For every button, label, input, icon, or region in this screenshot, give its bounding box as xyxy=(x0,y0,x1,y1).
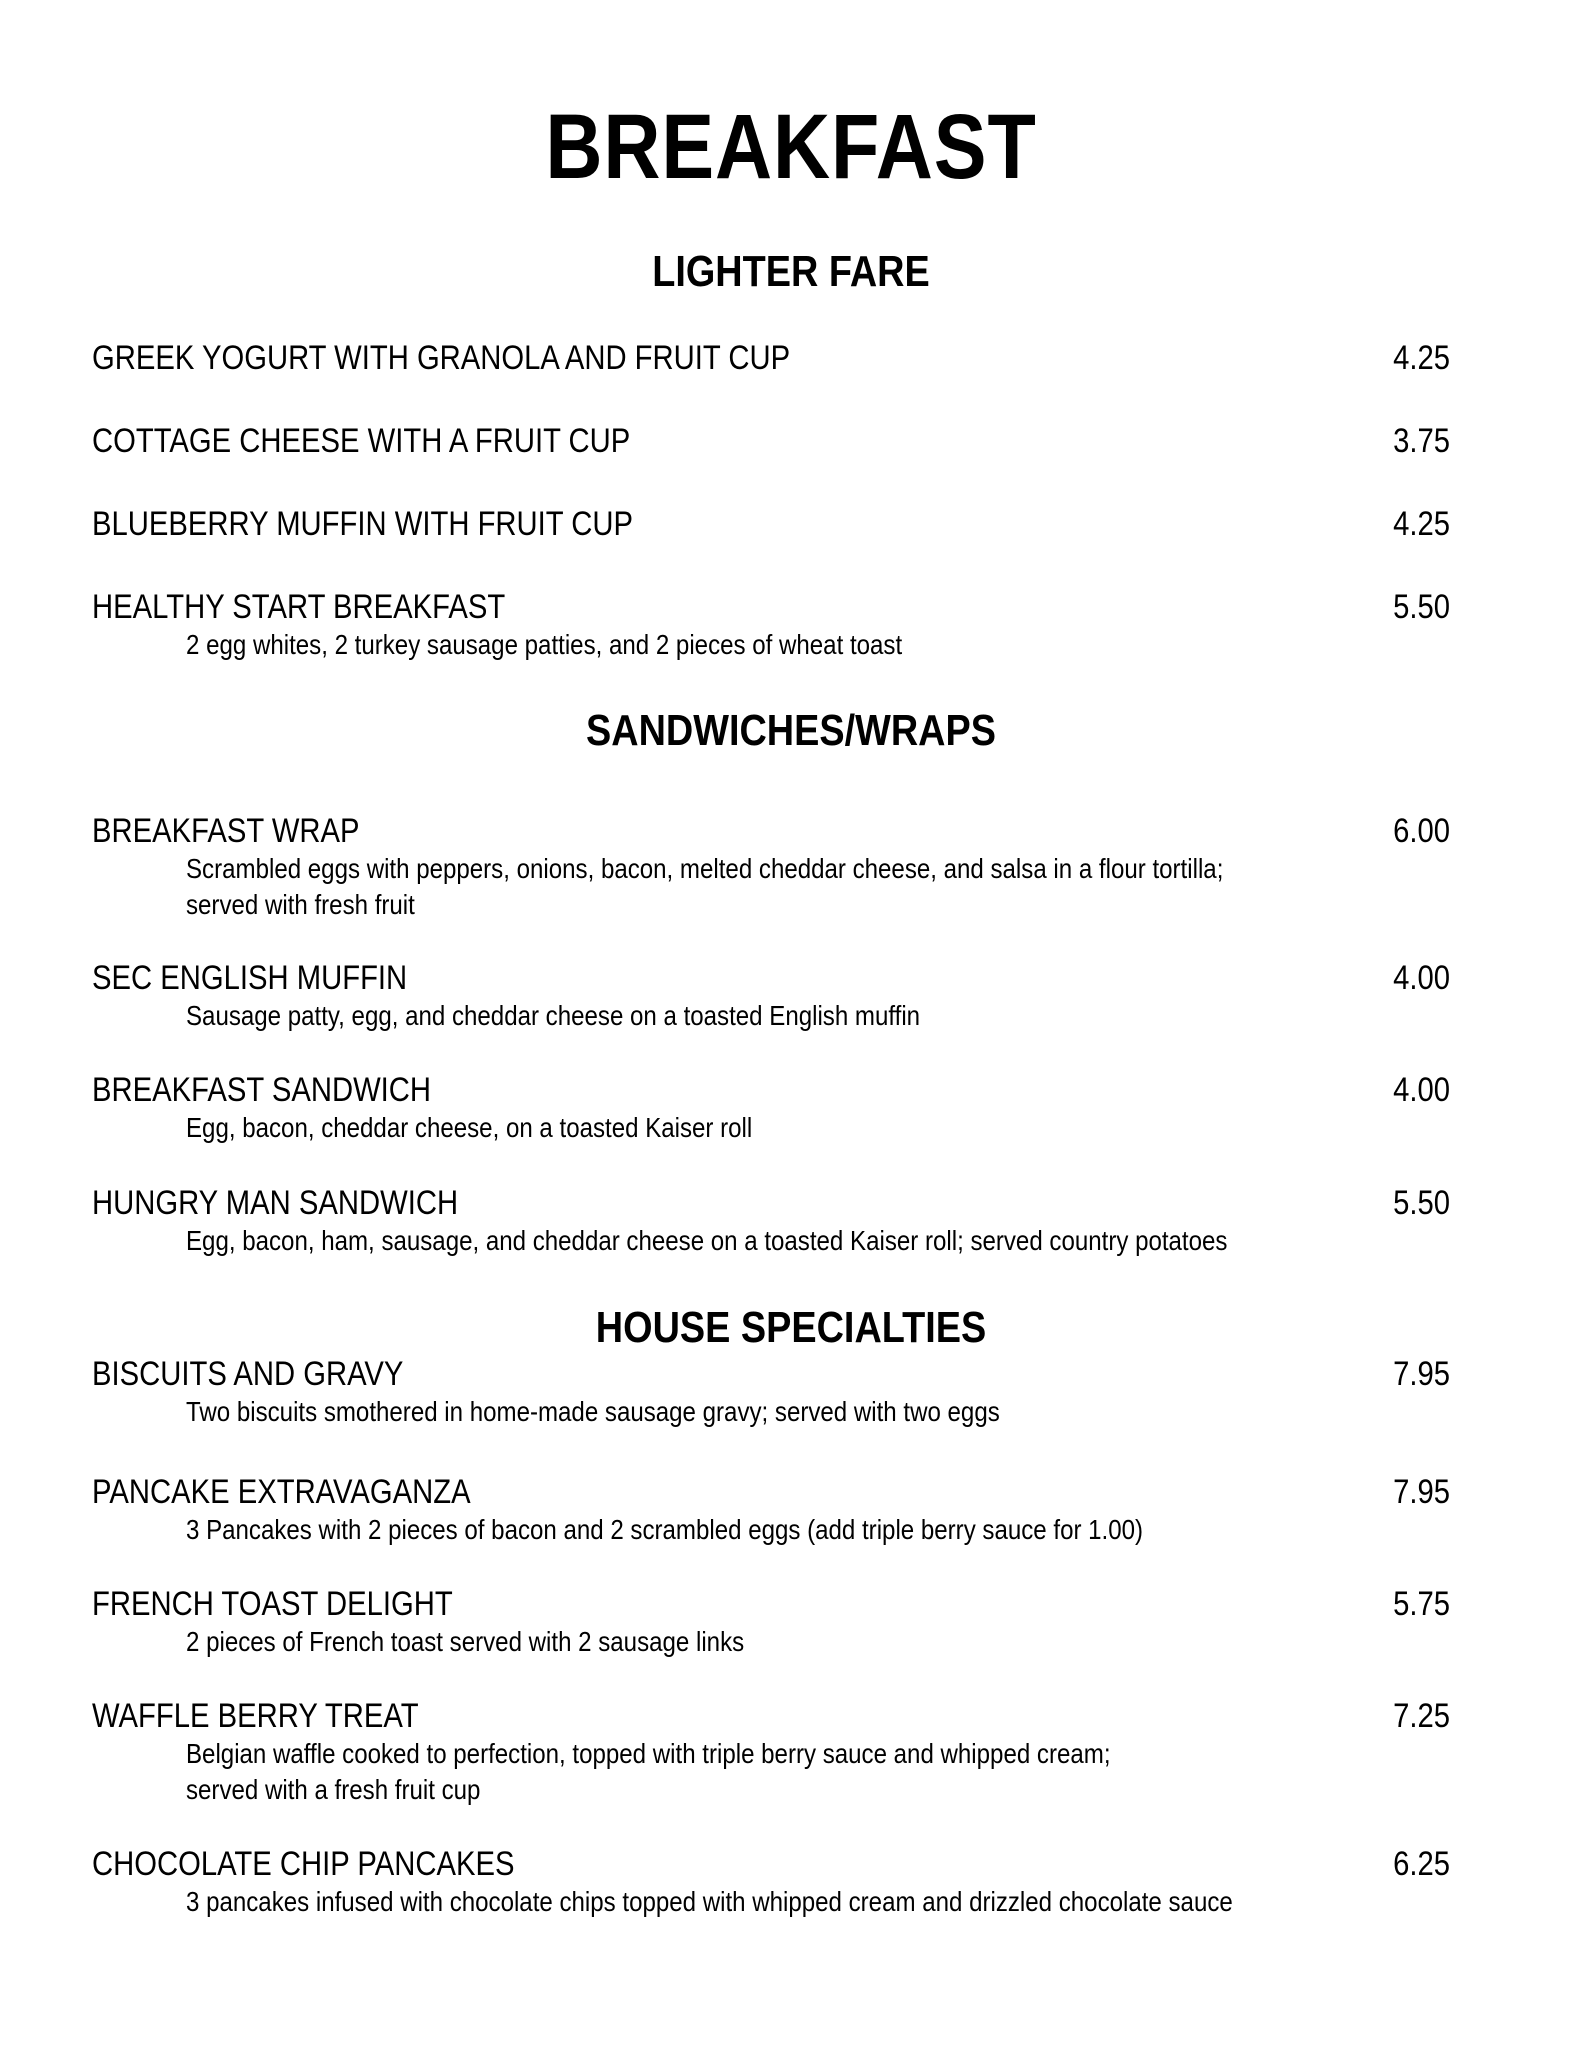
item-description: served with a fresh fruit cup xyxy=(186,1774,481,1805)
item-price: 7.25 xyxy=(1393,1697,1450,1735)
menu-title: BREAKFAST xyxy=(545,96,1037,198)
item-price: 5.75 xyxy=(1393,1585,1450,1623)
item-price: 6.25 xyxy=(1393,1845,1450,1883)
item-price: 3.75 xyxy=(1393,422,1450,460)
item-description: Scrambled eggs with peppers, onions, bacon, melted cheddar cheese, and salsa in a flour tortilla; xyxy=(186,853,1224,884)
item-description: Sausage patty, egg, and cheddar cheese on a toasted English muffin xyxy=(186,1000,921,1031)
section-heading-house-specialties: HOUSE SPECIALTIES xyxy=(595,1303,987,1352)
item-name: BREAKFAST SANDWICH xyxy=(92,1071,432,1109)
item-description: Egg, bacon, ham, sausage, and cheddar cheese on a toasted Kaiser roll; served country potatoes xyxy=(186,1225,1228,1256)
item-name: SEC ENGLISH MUFFIN xyxy=(92,959,408,997)
item-name: GREEK YOGURT WITH GRANOLA AND FRUIT CUP xyxy=(92,339,791,377)
item-name: CHOCOLATE CHIP PANCAKES xyxy=(92,1845,515,1883)
item-name: FRENCH TOAST DELIGHT xyxy=(92,1585,453,1623)
item-price: 5.50 xyxy=(1393,588,1450,626)
item-name: HEALTHY START BREAKFAST xyxy=(92,588,506,626)
item-description: Two biscuits smothered in home-made sausage gravy; served with two eggs xyxy=(186,1396,1000,1427)
section-heading-sandwiches-wraps: SANDWICHES/WRAPS xyxy=(586,706,996,755)
item-description: 2 egg whites, 2 turkey sausage patties, and 2 pieces of wheat toast xyxy=(186,629,903,660)
item-name: HUNGRY MAN SANDWICH xyxy=(92,1184,459,1222)
item-name: COTTAGE CHEESE WITH A FRUIT CUP xyxy=(92,422,631,460)
item-name: WAFFLE BERRY TREAT xyxy=(92,1697,419,1735)
item-price: 4.25 xyxy=(1393,505,1450,543)
item-description: 3 Pancakes with 2 pieces of bacon and 2 scrambled eggs (add triple berry sauce for 1.00) xyxy=(186,1514,1144,1545)
item-price: 7.95 xyxy=(1393,1473,1450,1511)
item-price: 5.50 xyxy=(1393,1184,1450,1222)
item-description: 2 pieces of French toast served with 2 sausage links xyxy=(186,1626,745,1657)
item-price: 7.95 xyxy=(1393,1355,1450,1393)
item-price: 4.25 xyxy=(1393,339,1450,377)
item-price: 4.00 xyxy=(1393,1071,1450,1109)
item-name: BLUEBERRY MUFFIN WITH FRUIT CUP xyxy=(92,505,633,543)
item-description: 3 pancakes infused with chocolate chips topped with whipped cream and drizzled chocolate sauce xyxy=(186,1886,1233,1917)
item-name: BREAKFAST WRAP xyxy=(92,812,360,850)
item-description: Belgian waffle cooked to perfection, topped with triple berry sauce and whipped cream; xyxy=(186,1738,1111,1769)
item-name: PANCAKE EXTRAVAGANZA xyxy=(92,1473,471,1511)
item-name: BISCUITS AND GRAVY xyxy=(92,1355,404,1393)
item-description: Egg, bacon, cheddar cheese, on a toasted Kaiser roll xyxy=(186,1112,753,1143)
section-heading-lighter-fare: LIGHTER FARE xyxy=(652,247,930,296)
item-price: 6.00 xyxy=(1393,812,1450,850)
item-price: 4.00 xyxy=(1393,959,1450,997)
item-description: served with fresh fruit xyxy=(186,889,415,920)
